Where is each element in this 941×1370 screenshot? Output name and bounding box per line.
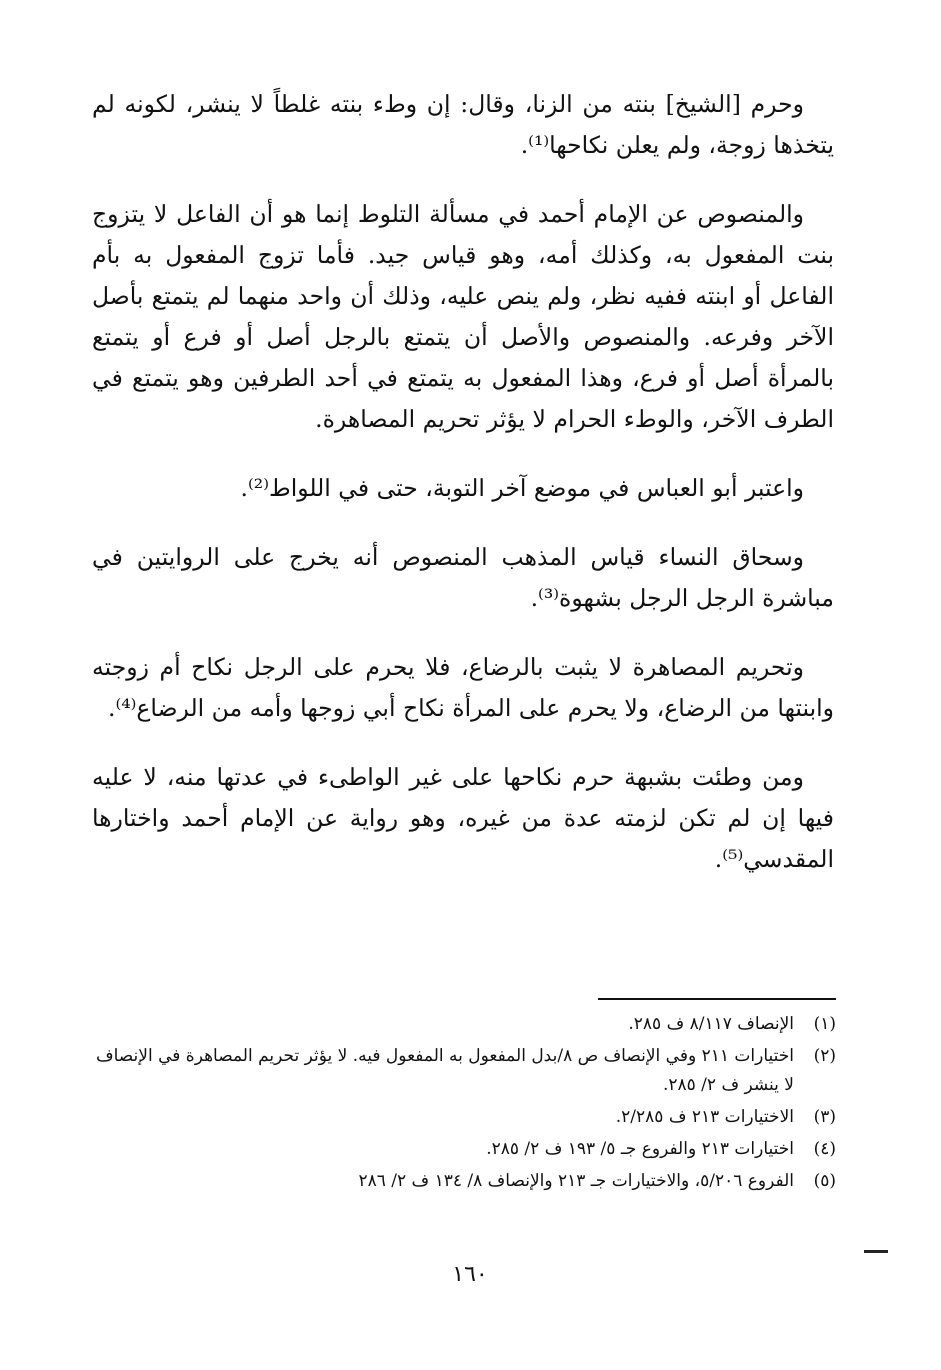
footnote-5 bbox=[92, 1167, 836, 1196]
paragraph-3: واعتبر أبو العباس في موضع آخر التوبة، حتى في اللواط⁽²⁾. bbox=[240, 474, 804, 502]
main-text bbox=[92, 84, 834, 908]
footnote-text: اختيارات ٢١١ وفي الإنصاف ص ٨/بدل المفعول به المفعول فيه. لا يؤثر تحريم المصاهرة في الإنصاف لا ينشر ف ٢/ ٢٨٥. bbox=[95, 1046, 794, 1095]
footnote-number: (٢) bbox=[813, 1046, 836, 1066]
paragraph-1: وحرم [الشيخ] بنته من الزنا، وقال: إن وطء بنته غلطاً لا ينشر، لكونه لم يتخذها زوجة، ولم يعلن نكاحها⁽¹⁾. bbox=[92, 90, 834, 159]
footnote-2 bbox=[92, 1042, 836, 1100]
footnote-3 bbox=[92, 1103, 836, 1132]
footnote-number: (١) bbox=[813, 1014, 836, 1034]
footnote-text: الإنصاف ٨/١١٧ ف ٢٨٥. bbox=[628, 1014, 794, 1034]
paragraph-4: وسحاق النساء قياس المذهب المنصوص أنه يخرج على الروايتين في مباشرة الرجل الرجل بشهوة⁽³⁾. bbox=[92, 543, 834, 612]
footnote-text: اختيارات ٢١٣ والفروع جـ ٥/ ١٩٣ ف ٢/ ٢٨٥. bbox=[486, 1139, 794, 1159]
footnote-text: الاختيارات ٢١٣ ف ٢/٢٨٥. bbox=[615, 1107, 794, 1127]
footnotes bbox=[92, 1010, 836, 1199]
paragraph-2: والمنصوص عن الإمام أحمد في مسألة التلوط إنما هو أن الفاعل لا يتزوج بنت المفعول به، وكذلك أمه، وهو قياس جيد. فأما تزوج المفعول به بأم الفاعل أو ابنته ففيه نظر، ولم ينص عليه، وذلك أن واحد منهما لم يتمتع بأصل الآخر وفرعه. والمنصوص والأصل أن يتمتع بالرجل أصل أو فرع أو يتمتع بالمرأة أصل أو فرع، وهذا المفعول به يتمتع في أحد الطرفين وهو يتمتع في الطرف الآخر، والوطء الحرام لا يؤثر تحريم المصاهرة. bbox=[92, 200, 834, 433]
scan-edge-mark bbox=[864, 1250, 888, 1253]
page-number: ١٦٠ bbox=[452, 1262, 488, 1287]
paragraph-5: وتحريم المصاهرة لا يثبت بالرضاع، فلا يحرم على الرجل نكاح أم زوجته وابنتها من الرضاع، ولا يحرم على المرأة نكاح أبي زوجها وأمه من الرضاع⁽⁴⁾. bbox=[92, 653, 834, 722]
footnote-1 bbox=[92, 1010, 836, 1039]
footnote-number: (٥) bbox=[813, 1171, 836, 1191]
paragraph-6: ومن وطئت بشبهة حرم نكاحها على غير الواطىء في عدتها منه، لا عليه فيها إن لم تكن لزمته عدة من غيره، وهو رواية عن الإمام أحمد واختارها المقدسي⁽⁵⁾. bbox=[92, 763, 834, 873]
footnote-separator bbox=[598, 998, 836, 1000]
footnote-number: (٤) bbox=[813, 1139, 836, 1159]
footnote-text: الفروع ٥/٢٠٦، والاختيارات جـ ٢١٣ والإنصاف ٨/ ١٣٤ ف ٢/ ٢٨٦ bbox=[358, 1171, 794, 1191]
footnote-4 bbox=[92, 1135, 836, 1164]
footnote-number: (٣) bbox=[813, 1107, 836, 1127]
